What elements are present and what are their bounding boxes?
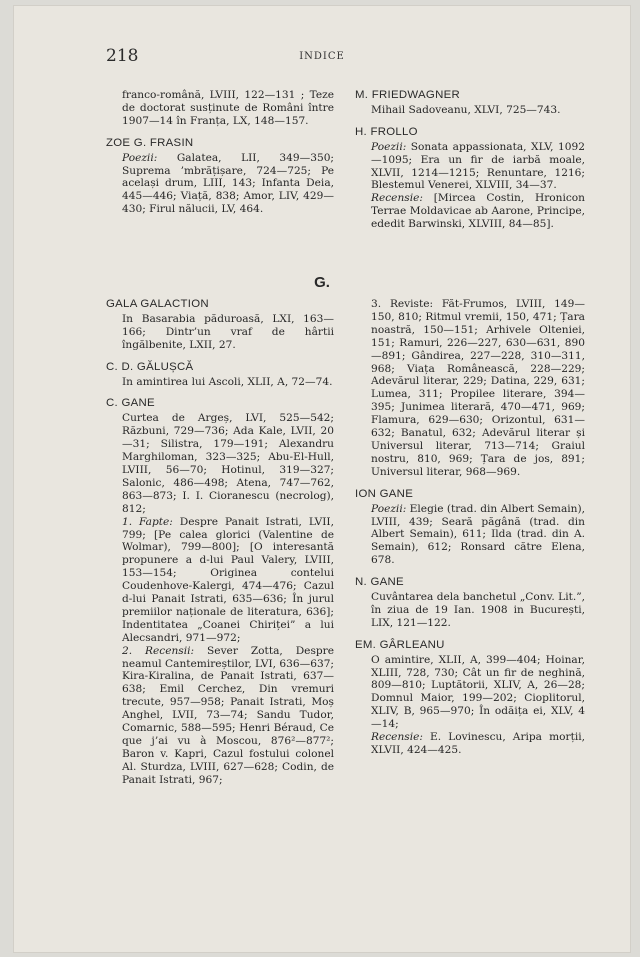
entry-body <box>355 654 585 757</box>
entry-body <box>355 503 585 568</box>
entry-body <box>106 376 334 389</box>
entry-paragraph <box>371 503 585 568</box>
index-entry <box>355 488 585 567</box>
citation-text: E. Lovinescu, Aripa morții, XLVII, 424—425. <box>371 731 585 756</box>
entry-paragraph <box>122 376 334 389</box>
entry-paragraph <box>371 104 585 117</box>
index-entry <box>355 89 585 117</box>
citation-text: [Mircea Costin, Hronicon Terrae Moldavicae ab Aarone, Principe, ededit Barwinski, XLVIII, 84—85]. <box>371 192 585 231</box>
category-label: Recensie: <box>371 192 423 205</box>
entry-paragraph <box>122 152 334 217</box>
citation-text: Despre Panait Istrati, LVII, 799; [Pe calea glorici (Valentine de Wolmar), 799—800]; [O interesantă propunere a d-lui Paul Valery, LVIII, 153—154; Originea contelui Coudenhove-Kalergi, 474—476; Cazul d-lui Panait Istrati, 635—636; În jurul premiilor naționale de literatura, 636]; Indentitatea „Coanei Chiriței” a lui Alecsandri, 971—972; <box>122 515 334 644</box>
index-entry <box>106 397 334 786</box>
entry-paragraph <box>122 516 334 645</box>
citation-text: Elegie (trad. din Albert Semain), LVIII, 439; Seară păgână (trad. din Albert Semain), 611; Ilda (trad. din A. Semain), 612; Ronsard către Elena, 678. <box>371 502 585 567</box>
citation-text: Sever Zotta, Despre neamul Cantemireștilor, LVI, 636—637; Kira-Kiralina, de Panait Istrati, 637—638; Emil Cerchez, Din vremuri trecute, 957—958; Panait Istrati, Moș Anghel, LVII, 73—74; Sandu Tudor, Comarnic, 588—595; Henri Béraud, Ce que j’ai vu à Moscou, 876²—877²; Baron v. Kapri, Cazul fostului colonel Al. Sturdza, LVIII, 627—628; Codin, de Panait Istrati, 967; <box>122 644 335 786</box>
entry-paragraph <box>371 654 585 731</box>
section-letter: G. <box>314 274 330 291</box>
citation-text: In amintirea lui Ascoli, XLII, A, 72—74. <box>122 375 333 388</box>
category-label: 1. Fapte: <box>122 515 173 528</box>
author-name: C. GANE <box>106 397 155 410</box>
author-name: H. FROLLO <box>355 125 418 138</box>
index-entry <box>355 126 585 231</box>
entry-body <box>106 412 334 786</box>
category-label: Poezii: <box>371 140 407 153</box>
continued-entry-text: franco-română, LVIII, 122—131 ; Teze de doctorat susținute de Români între 1907—14 în Franța, LX, 148—157. <box>122 89 334 127</box>
author-name: C. D. GĂLUȘCĂ <box>106 360 194 373</box>
running-title: INDICE <box>299 51 345 62</box>
author-name: N. GANE <box>355 576 404 589</box>
continued-entry-text: 3. Reviste: Făt-Frumos, LVIII, 149—150, 810; Ritmul vremii, 150, 471; Țara noastră, 150—151; Arhivele Olteniei, 151; Ramuri, 226—227, 630—631, 890—891; Gândirea, 227—228, 310—311, 968; Viața Românească, 228—229; Adevărul literar, 229; Datina, 229, 631; Lumea, 311; Propilee literare, 394—395; Junimea literară, 470—471, 969; Flamura, 629—630; Orizontul, 631—632; Banatul, 632; Adevărul literar și Universul literar, 713—714; Graiul nostru, 810, 969; Țara de jos, 891; Universul literar, 968—969. <box>371 298 585 478</box>
column-top-right <box>355 89 585 240</box>
category-label: Poezii: <box>122 151 158 164</box>
citation-text: Sonata appassionata, XLV, 1092—1095; Era un fir de iarbă moale, XLVII, 1214—1215; Renuntare, 1216; Blestemul Venerei, XLVIII, 34—37. <box>371 140 585 192</box>
index-entry <box>106 298 334 352</box>
author-name: ZOE G. FRASIN <box>106 136 194 149</box>
column-bottom-left <box>106 298 334 796</box>
author-name: ION GANE <box>355 487 414 500</box>
page-number: 218 <box>106 46 139 66</box>
citation-text: Galatea, LII, 349—350; Suprema ’mbrățișare, 724—725; Pe același drum, LIII, 143; Infanta Deia, 445—446; Viață, 838; Amor, LIV, 429—430; Firul nălucii, LV, 464. <box>122 151 334 216</box>
entry-paragraph <box>371 141 585 193</box>
entry-paragraph <box>122 412 334 515</box>
index-page <box>14 6 630 952</box>
entry-body <box>355 591 585 630</box>
citation-text: Curtea de Argeș, LVI, 525—542; Răzbuni, 729—736; Ada Kale, LVII, 20—31; Silistra, 179—191; Alexandru Marghiloman, 323—325; Abu-El-Hull, LVIII, 56—70; Hotinul, 319—327; Salonic, 486—498; Atena, 747—762, 863—873; I. I. Cioranescu (necrolog), 812; <box>122 412 334 515</box>
citation-text: Mihail Sadoveanu, XLVI, 725—743. <box>371 103 561 116</box>
author-name: EM. GÂRLEANU <box>355 638 445 651</box>
category-label: 2. Recensii: <box>122 644 195 657</box>
citation-text: In Basarabia păduroasă, LXI, 163—166; Dintr’un vraf de hârtii îngălbenite, LXII, 27. <box>122 312 334 351</box>
entry-paragraph <box>371 731 585 757</box>
citation-text: Cuvântarea dela banchetul „Conv. Lit.”, în ziua de 19 Ian. 1908 in București, LIX, 121—122. <box>371 591 585 629</box>
entry-paragraph <box>122 313 334 352</box>
index-entry <box>355 639 585 757</box>
page-header <box>14 46 630 76</box>
author-name: M. FRIEDWAGNER <box>355 89 461 101</box>
entry-body <box>355 141 585 231</box>
index-entry <box>106 137 334 216</box>
category-label: Poezii: <box>371 502 407 515</box>
citation-text: O amintire, XLII, A, 399—404; Hoinar, XLIII, 728, 730; Cât un fir de neghină, 809—810; Luptătorii, XLIV, A, 26—28; Domnul Maior, 199—202; Cioplitorul, XLIV, B, 965—970; În odăița ei, XLV, 4—14; <box>371 653 585 731</box>
column-top-left <box>106 89 334 225</box>
entry-paragraph <box>371 591 585 630</box>
index-entry <box>355 576 585 630</box>
entry-body <box>355 104 585 117</box>
entry-body <box>106 152 334 217</box>
index-entry <box>106 361 334 389</box>
entry-paragraph <box>122 645 334 787</box>
entry-paragraph <box>371 192 585 231</box>
entry-body <box>106 313 334 352</box>
author-name: GALA GALACTION <box>106 298 209 310</box>
category-label: Recensie: <box>371 731 423 744</box>
column-bottom-right <box>355 298 585 766</box>
